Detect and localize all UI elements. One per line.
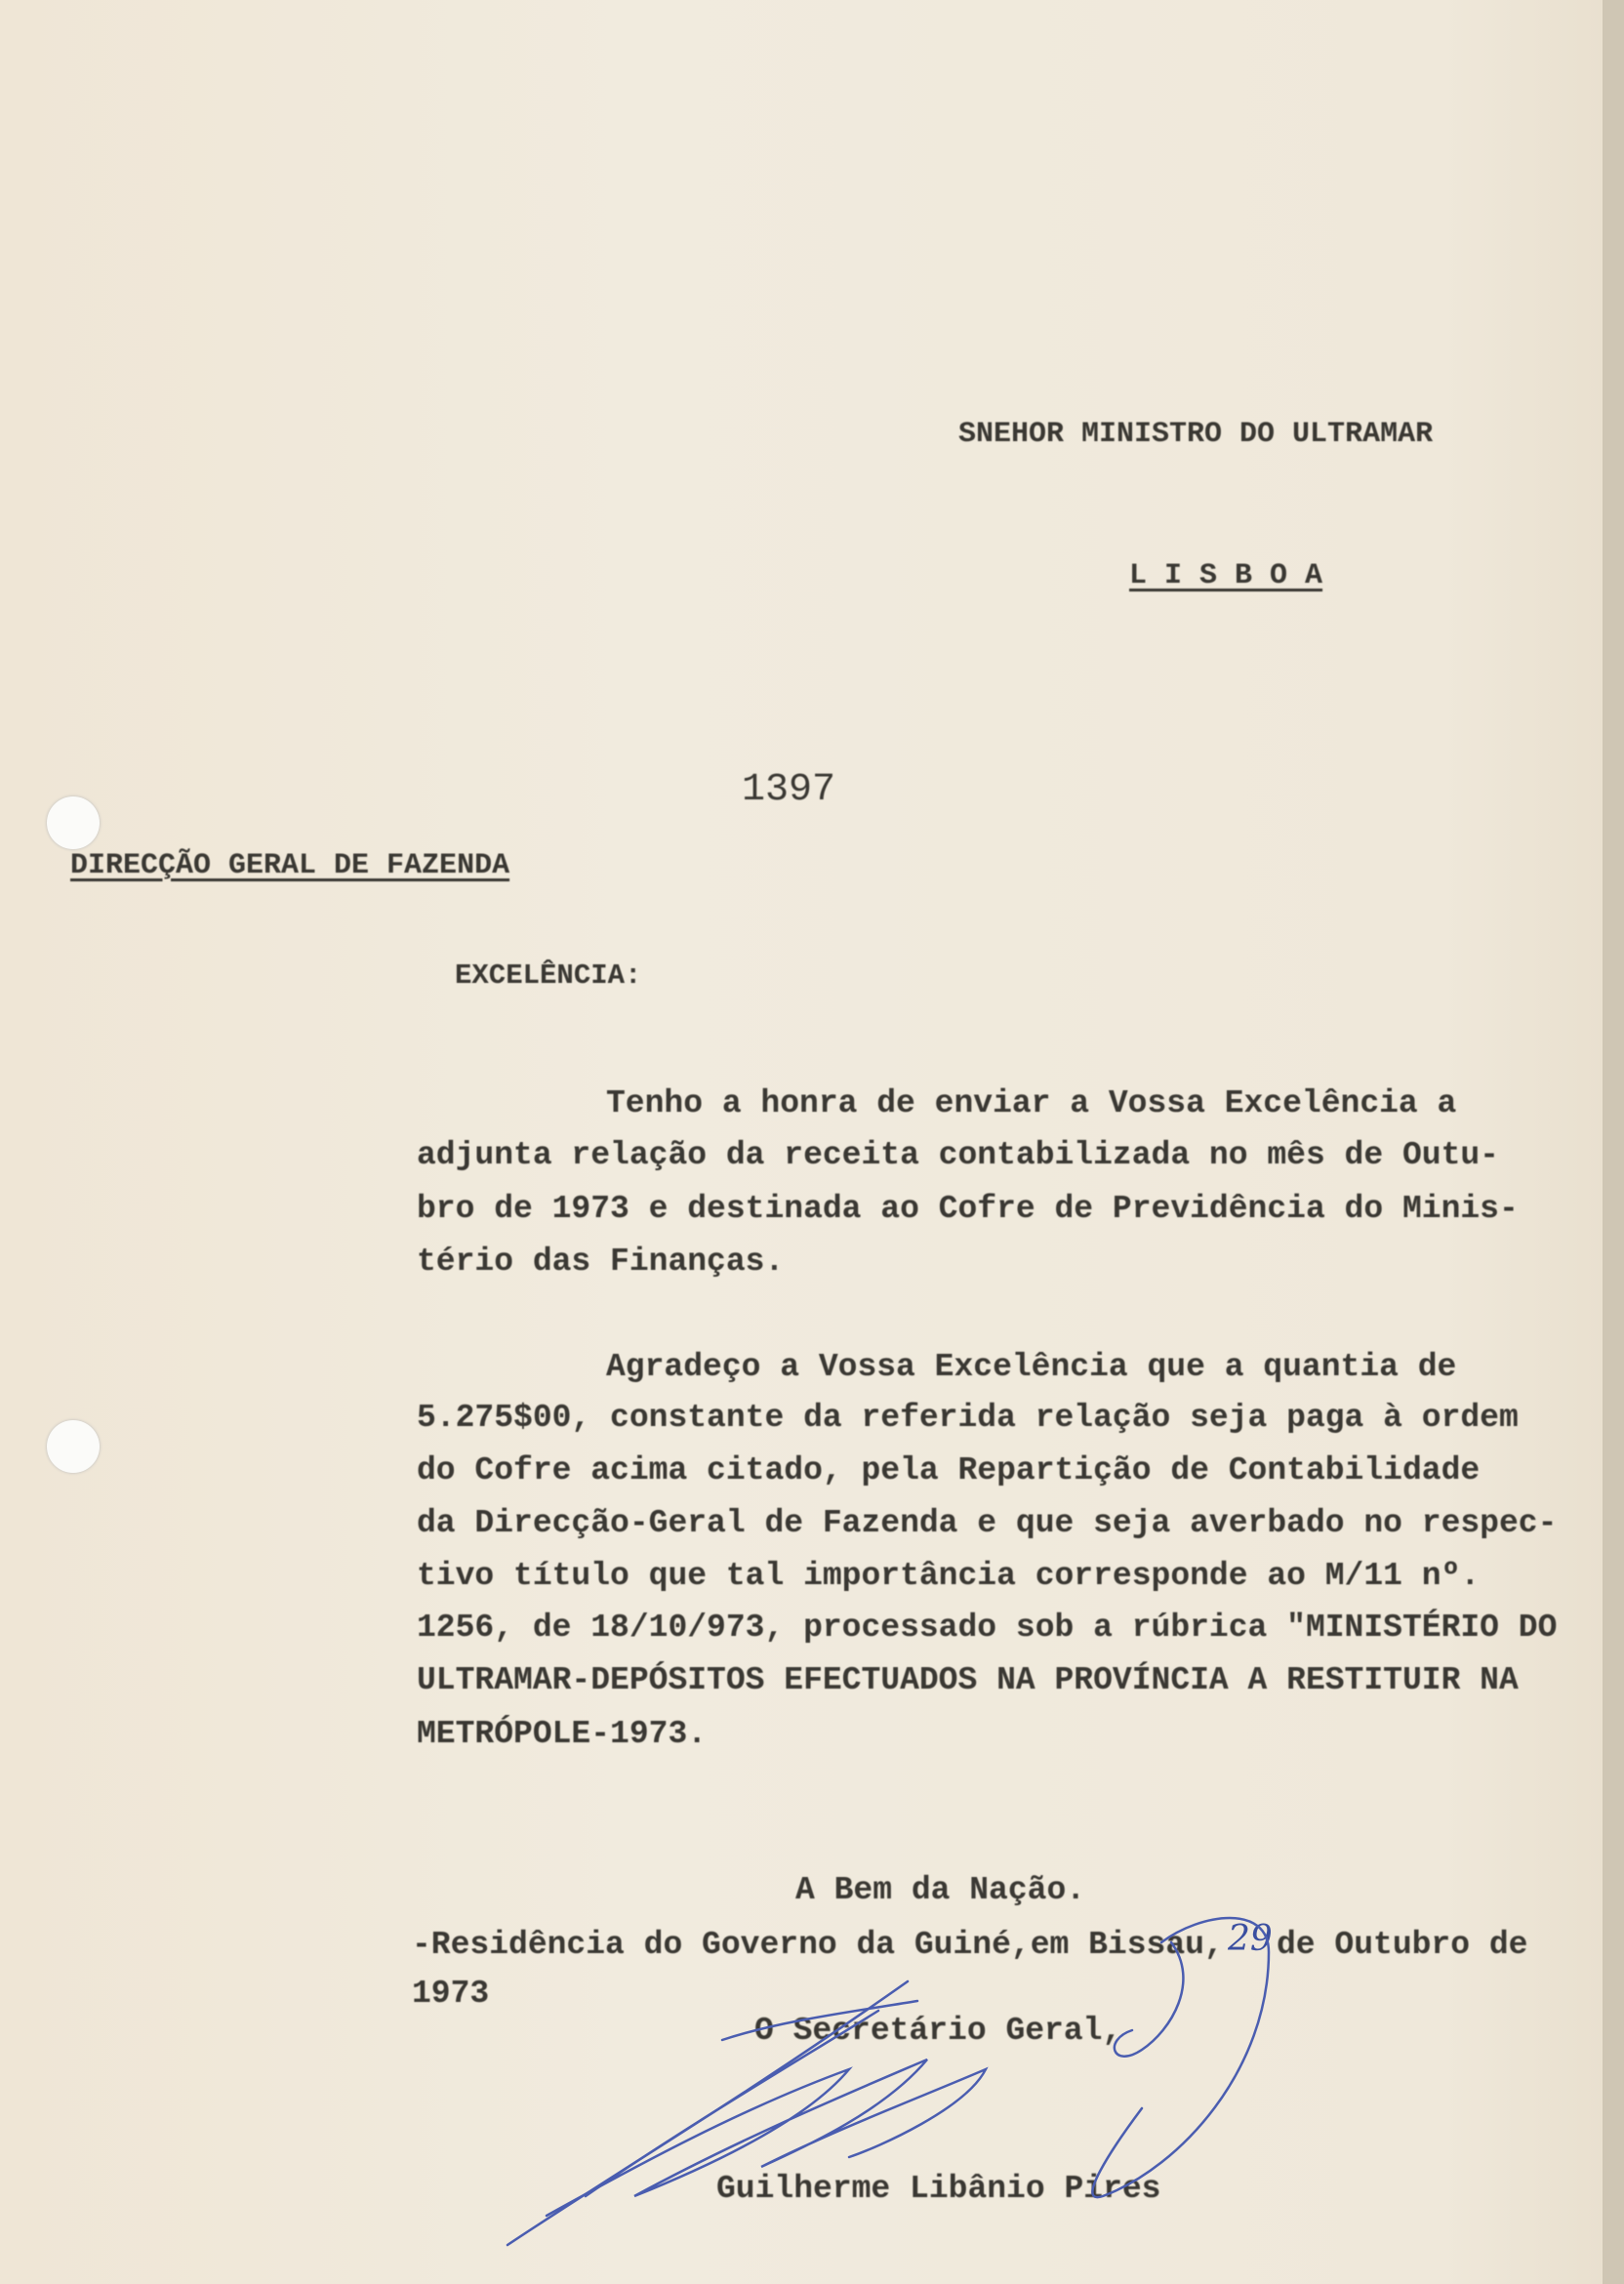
paragraph2-line: Agradeço a Vossa Excelência que a quantia de — [606, 1349, 1457, 1385]
handwritten-day: 29 — [1228, 1919, 1273, 1959]
closing-month: de Outubro de — [1277, 1927, 1528, 1963]
paragraph2-line: da Direcção-Geral de Fazenda e que seja averbado no respec- — [417, 1505, 1558, 1541]
closing-motto: A Bem da Nação. — [795, 1872, 1086, 1908]
paragraph2-line: 1256, de 18/10/973, processado sob a rúbrica "MINISTÉRIO DO — [417, 1610, 1558, 1646]
paragraph1-line: adjunta relação da receita contabilizada no mês de Outu- — [417, 1137, 1499, 1173]
paragraph1-line: bro de 1973 e destinada ao Cofre de Previdência do Minis- — [417, 1191, 1519, 1227]
paragraph1-line: Tenho a honra de enviar a Vossa Excelência a — [606, 1085, 1457, 1122]
paragraph2-line: tivo título que tal importância corresponde ao M/11 nº. — [417, 1558, 1481, 1594]
signatory-name: Guilherme Libânio Pires — [716, 2171, 1161, 2207]
closing-year: 1973 — [412, 1976, 490, 2012]
addressee-title: SNEHOR MINISTRO DO ULTRAMAR — [958, 418, 1434, 451]
closing-place: -Residência do Governo da Guiné,em Bissau, — [412, 1927, 1224, 1963]
department-heading: DIRECÇÃO GERAL DE FAZENDA — [70, 849, 510, 882]
paragraph2-line: ULTRAMAR-DEPÓSITOS EFECTUADOS NA PROVÍNCIA A RESTITUIR NA — [417, 1662, 1519, 1698]
addressee-city: L I S B O A — [1129, 559, 1323, 592]
paragraph2-line: do Cofre acima citado, pela Repartição de Contabilidade — [417, 1452, 1481, 1489]
signatory-title: O Secretário Geral, — [754, 2013, 1122, 2049]
salutation: EXCELÊNCIA: — [455, 959, 642, 992]
paragraph1-line: tério das Finanças. — [417, 1244, 785, 1280]
paragraph2-line: 5.275$00, constante da referida relação seja paga à ordem — [417, 1400, 1519, 1436]
paragraph2-line: METRÓPOLE-1973. — [417, 1716, 708, 1752]
document-number: 1397 — [742, 768, 836, 812]
